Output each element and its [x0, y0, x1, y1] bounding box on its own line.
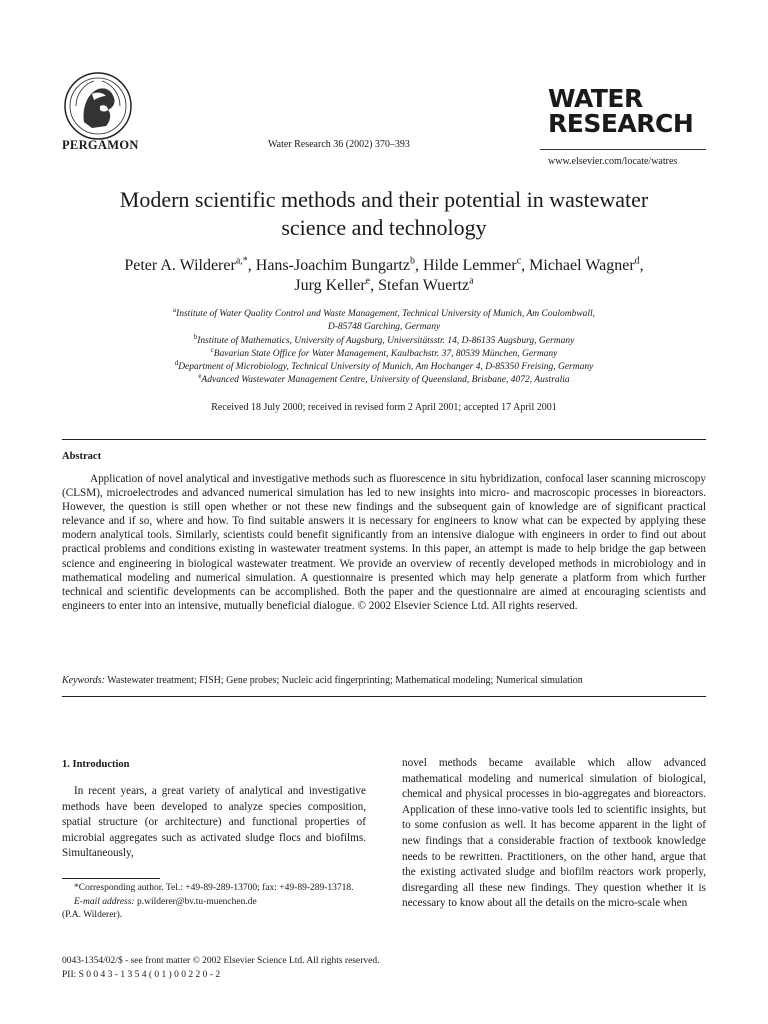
intro-paragraph-right: novel methods became available which allow advanced mathematical modeling and numerical simulation of biological, chemical and physical processes in bio-aggregates and bioreactors. Application of these inno-vative tools led to scientific insights, but to some confusion as well. It has become apparent in the light of new findings that a considerable fraction of textbook knowledge needs to be rewritten. Practitioners, on the other hand, argue that the existing activated sludge and biofilm reactors work properly, disregarding all these new findings. They question whether it is necessary to know about all the details on the micro-scale when — [402, 757, 706, 910]
affiliation-text: Department of Microbiology, Technical University of Munich, Am Hochanger 4, D-85350 Freising, Germany — [178, 362, 594, 373]
email-address[interactable]: p.wilderer@bv.tu-muenchen.de — [136, 896, 257, 907]
article-title — [40, 186, 728, 242]
article-title-line2: science and technology — [281, 215, 487, 240]
author-mark: a,* — [235, 255, 248, 267]
author-mark: b — [409, 255, 415, 267]
affiliation-text: D-85748 Garching, Germany — [327, 322, 441, 333]
keywords-list: Wastewater treatment; FISH; Gene probes; Nucleic acid fingerprinting; Mathematical modeling; Numerical simulation — [107, 675, 583, 686]
affiliation-mark: a — [172, 305, 177, 314]
footnote-email-name: (P.A. Wilderer). — [62, 910, 123, 920]
affiliation-mark: d — [174, 359, 179, 368]
journal-citation: Water Research 36 (2002) 370–393 — [268, 139, 410, 150]
author-separator: , — [521, 257, 530, 274]
affiliation-text: Institute of Water Quality Control and Waste Management, Technical University of Munich, Am Coulombwall, — [176, 309, 596, 319]
email-label: E-mail address: — [74, 896, 135, 907]
intro-paragraph-left: In recent years, a great variety of analytical and investigative methods have been developed to analyze species composition, spatial structure (or architecture) and functional properties of microbial aggregates such as activated sludge flocs and biofilms. Simultaneously, — [62, 785, 366, 860]
affiliation-line — [60, 332, 708, 348]
author-separator: , — [247, 257, 256, 274]
author-list — [40, 256, 728, 296]
abstract-heading: Abstract — [62, 451, 102, 462]
journal-logo-line2: RESEARCH — [548, 109, 694, 138]
journal-url[interactable]: www.elsevier.com/locate/watres — [548, 156, 678, 167]
author-mark: d — [634, 255, 640, 267]
footnote-rule — [62, 878, 160, 879]
author-name: Hilde Lemmer — [422, 257, 517, 274]
publisher-logo-icon — [62, 70, 138, 142]
header-rule — [540, 149, 706, 150]
publisher-name: PERGAMON — [62, 138, 139, 152]
article-title-line1: Modern scientific methods and their potential in wastewater — [119, 187, 649, 212]
affiliation-line — [60, 374, 708, 387]
author-separator: , — [639, 257, 644, 274]
footnote — [62, 882, 368, 923]
footnote-email-line — [62, 896, 368, 910]
author-mark: c — [516, 255, 522, 267]
footnote-corresponding: *Corresponding author. Tel.: +49-89-289-13700; fax: +49-89-289-13718. — [74, 883, 354, 893]
abstract-bottom-rule — [62, 696, 706, 697]
author-name: Peter A. Wilderer — [124, 257, 236, 274]
affiliation-text: Advanced Wastewater Management Centre, University of Queensland, Brisbane, 4072, Australia — [201, 375, 570, 386]
front-matter-issn: 0043-1354/02/$ - see front matter © 2002 Elsevier Science Ltd. All rights reserved. — [62, 956, 380, 966]
affiliation-text: Institute of Mathematics, University of Augsburg, Universitätsstr. 14, D-86135 Augsburg, Germany — [197, 335, 575, 346]
author-mark: a — [469, 275, 474, 287]
affiliation-line — [60, 361, 708, 374]
abstract-text: Application of novel analytical and investigative methods such as fluorescence in situ hybridization, confocal laser scanning microscopy (CLSM), microelectrodes and advanced numerical simulation has led to new insights into micro- and macroscopic processes in bioreactors. However, the question is still open whether or not these new findings and the subsequent gain of knowledge are of significant practical relevance and if so, where and how. To find suitable answers it is necessary for engineers to know what can be expected by applying these modern analytical tools. Similarly, scientists could benefit significantly from an intensive dialogue with engineers in order to find out about practical problems and conditions existing in wastewater treatment systems. In this paper, an attempt is made to help bridge the gap between science and engineering in biological wastewater treatment. We provide an overview of recently developed methods in microbiology and in mathematical modeling and numerical simulation. A questionnaire is presented which may help generate a platform from which further technical and scientific developments can be accomplished. Both the paper and the questionnaire are aimed at encouraging scientists and engineers to enter into an intensive, mutually beneficial dialogue. © 2002 Elsevier Science Ltd. All rights reserved. — [62, 473, 706, 612]
affiliation-line — [60, 321, 708, 334]
journal-logo-line1: WATER — [548, 84, 643, 113]
author-name: Stefan Wuertz — [378, 277, 470, 294]
journal-logo — [548, 86, 708, 136]
affiliation-mark: b — [193, 332, 198, 341]
author-separator: , — [414, 257, 423, 274]
author-name: Michael Wagner — [529, 257, 635, 274]
affiliation-mark: e — [198, 372, 202, 381]
abstract-top-rule — [62, 439, 706, 440]
received-dates: Received 18 July 2000; received in revised form 2 April 2001; accepted 17 April 2001 — [211, 402, 557, 413]
author-separator: , — [370, 277, 379, 294]
affiliations — [60, 305, 708, 388]
front-matter — [62, 955, 562, 982]
front-matter-pii: PII: S 0 0 4 3 - 1 3 5 4 ( 0 1 ) 0 0 2 2 0 - 2 — [62, 969, 221, 980]
keywords — [62, 675, 706, 686]
author-name: Jurg Keller — [294, 277, 366, 294]
affiliation-mark: c — [210, 345, 214, 354]
author-mark: e — [365, 275, 371, 287]
section-heading: 1. Introduction — [62, 759, 130, 770]
affiliation-line — [60, 305, 708, 321]
keywords-label: Keywords: — [62, 675, 105, 686]
affiliation-line — [60, 345, 708, 361]
author-name: Hans-Joachim Bungartz — [255, 257, 410, 274]
affiliation-text: Bavarian State Office for Water Management, Kaulbachstr. 37, 80539 München, Germany — [213, 348, 558, 359]
